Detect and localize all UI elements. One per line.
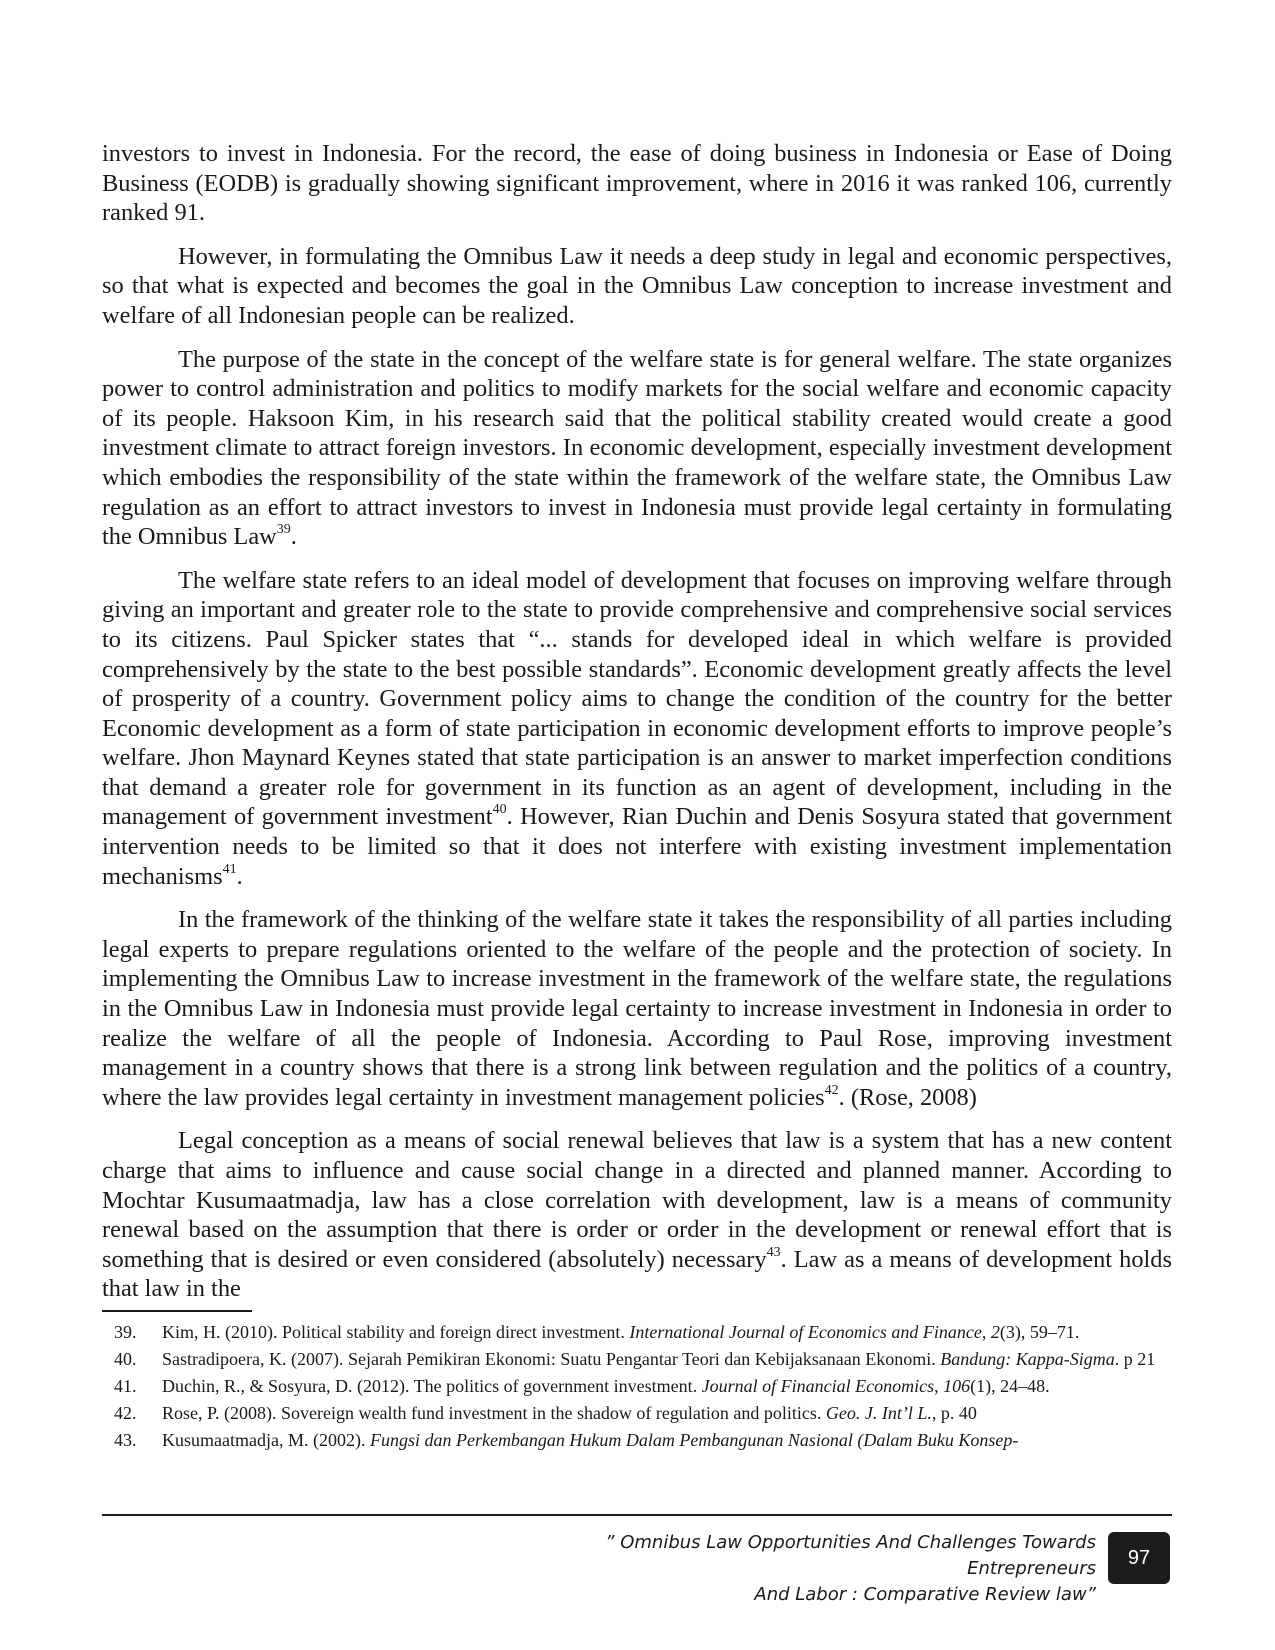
footnote-42 — [102, 1403, 1172, 1424]
running-footer-title — [476, 1530, 1096, 1608]
footnote-ref-39[interactable]: 39 — [276, 522, 291, 537]
footnote-39 — [102, 1322, 1172, 1343]
footnote-41 — [102, 1376, 1172, 1397]
footnote-number: 39. — [114, 1321, 137, 1342]
paragraph-text: The welfare state refers to an ideal model of development that focuses on improving welfare through giving an important and greater role to the state to provide comprehensive and comprehensive social services to its citizens. Paul Spicker states that “... stands for developed ideal in which welfare is provided comprehensively by the state to the best possible standards”. Economic development greatly affects the level of prosperity of a country. Government policy aims to change the condition of the country for the better Economic development as a form of state participation in economic development efforts to improve people’s welfare. Jhon Maynard Keynes stated that state participation is an answer to market imperfection conditions that demand a greater role for government in its function as an agent of development, including in the management of government investment — [102, 566, 1172, 831]
footnote-text: Rose, P. (2008). Sovereign wealth fund investment in the shadow of regulation and politics. Geo. J. Int’l L., p. 40 — [162, 1402, 977, 1423]
footnote-ref-41[interactable]: 41 — [222, 861, 237, 877]
footnote-text: Sastradipoera, K. (2007). Sejarah Pemikiran Ekonomi: Suatu Pengantar Teori dan Kebijaksanaan Ekonomi. Bandung: Kappa-Sigma. p 21 — [162, 1348, 1156, 1369]
body-paragraph-2: However, in formulating the Omnibus Law it needs a deep study in legal and economic perspectives, so that what is expected and becomes the goal in the Omnibus Law conception to increase investment and welfare of all Indonesian people can be realized. — [102, 242, 1172, 329]
footnote-ref-42[interactable]: 42 — [824, 1082, 839, 1098]
paragraph-text: In the framework of the thinking of the welfare state it takes the responsibility of all parties including legal experts to prepare regulations oriented to the welfare of the people and the protection of society. In implementing the Omnibus Law to increase investment in the framework of the welfare state, the regulations in the Omnibus Law in Indonesia must provide legal certainty to increase investment in Indonesia in order to realize the welfare of all the people of Indonesia. According to Paul Rose, improving investment management in a country shows that there is a strong link between regulation and the politics of a country, where the law provides legal certainty in investment management policies — [102, 906, 1172, 1111]
paragraph-text: Legal conception as a means of social renewal believes that law is a system that has a new content charge that aims to influence and cause social change in a directed and planned manner. According to Mochtar Kusumaatmadja, law has a close correlation with development, law is a means of community renewal based on the assumption that there is order or order in the development or renewal effort that is something that is desired or even considered (absolutely) necessary — [102, 1127, 1172, 1273]
body-paragraph-6: Legal conception as a means of social renewal believes that law is a system that has a new content charge that aims to influence and cause social change in a directed and planned manner. According to Mochtar Kusumaatmadja, law has a close correlation with development, law is a means of community renewal based on the assumption that there is order or order in the development or renewal effort that is something that is desired or even considered (absolutely) necessary$^{43}$. Law as a means of development holds that law in the — [102, 1127, 1172, 1303]
footnote-text: Kim, H. (2010). Political stability and foreign direct investment. International Journal of Economics and Finance, 2(3), 59–71. — [162, 1321, 1080, 1342]
body-paragraph-1: investors to invest in Indonesia. For the record, the ease of doing business in Indonesia or Ease of Doing Business (EODB) is gradually showing significant improvement, where in 2016 it was ranked 106, currently ranked 91. — [102, 140, 1172, 227]
footnote-number: 40. — [114, 1348, 137, 1369]
footnote-ref-43[interactable]: 43 — [766, 1244, 781, 1260]
paragraph-text: . However, Rian Duchin and Denis Sosyura stated that government intervention needs to be limited so that it does not interfere with existing investment implementation mechanisms — [102, 803, 1172, 890]
footer-divider — [102, 1514, 1172, 1516]
footer-title-line-1: ” Omnibus Law Opportunities And Challenges Towards Entrepreneurs — [605, 1532, 1096, 1579]
page-body — [102, 139, 1172, 1457]
footnote-number: 43. — [114, 1429, 137, 1450]
body-paragraph-5: In the framework of the thinking of the welfare state it takes the responsibility of all parties including legal experts to prepare regulations oriented to the welfare of the people and the protection of society. In implementing the Omnibus Law to increase investment in the framework of the welfare state, the regulations in the Omnibus Law in Indonesia must provide legal certainty to increase investment in Indonesia in order to realize the welfare of all the people of Indonesia. According to Paul Rose, improving investment management in a country shows that there is a strong link between regulation and the politics of a country, where the law provides legal certainty in investment management policies$^{42}$. (Rose, 2008) — [102, 906, 1172, 1111]
body-paragraph-3: The purpose of the state in the concept of the welfare state is for general welfare. The state organizes power to control administration and politics to modify markets for the social welfare and economic capacity of its people. Haksoon Kim, in his research said that the political stability created would create a good investment climate to attract foreign investors. In economic development, especially investment development which embodies the responsibility of the state within the framework of the welfare state, the Omnibus Law regulation as an effort to attract investors to invest in Indonesia must provide legal certainty in formulating the Omnibus Law$^{39}$. — [102, 345, 1172, 551]
body-paragraph-4: The welfare state refers to an ideal model of development that focuses on improving welfare through giving an important and greater role to the state to provide comprehensive and comprehensive social services to its citizens. Paul Spicker states that “... stands for developed ideal in which welfare is provided comprehensively by the state to the best possible standards”. Economic development greatly affects the level of prosperity of a country. Government policy aims to change the condition of the country for the better Economic development as a form of state participation in economic development efforts to improve people’s welfare. Jhon Maynard Keynes stated that state participation is an answer to market imperfection conditions that demand a greater role for government in its function as an agent of development, including in the management of government investment$^{40}$. However, Rian Duchin and Denis Sosyura stated that government intervention needs to be limited so that it does not interfere with existing investment implementation mechanisms$^{41}$. — [102, 566, 1172, 890]
footnote-text: Kusumaatmadja, M. (2002). Fungsi dan Perkembangan Hukum Dalam Pembangunan Nasional (Dalam Buku Konsep- — [162, 1429, 1019, 1450]
footnote-40 — [102, 1349, 1172, 1370]
footnote-divider — [102, 1310, 252, 1312]
footnote-text: Duchin, R., & Sosyura, D. (2012). The politics of government investment. Journal of Financial Economics, 106(1), 24–48. — [162, 1375, 1050, 1396]
footnote-number: 41. — [114, 1375, 137, 1396]
footnote-ref-40[interactable]: 40 — [492, 802, 507, 818]
footnote-number: 42. — [114, 1402, 137, 1423]
page-number-badge: 97 — [1108, 1532, 1170, 1584]
footnote-43 — [102, 1430, 1172, 1451]
paragraph-text: The purpose of the state in the concept of the welfare state is for general welfare. The state organizes power to control administration and politics to modify markets for the social welfare and economic capacity of its people. Haksoon Kim, in his research said that the political stability created would create a good investment climate to attract foreign investors. In economic development, especially investment development which embodies the responsibility of the state within the framework of the welfare state, the Omnibus Law regulation as an effort to attract investors to invest in Indonesia must provide legal certainty in formulating the Omnibus Law — [102, 345, 1172, 551]
footer-title-line-2: And Labor : Comparative Review law” — [754, 1584, 1096, 1605]
